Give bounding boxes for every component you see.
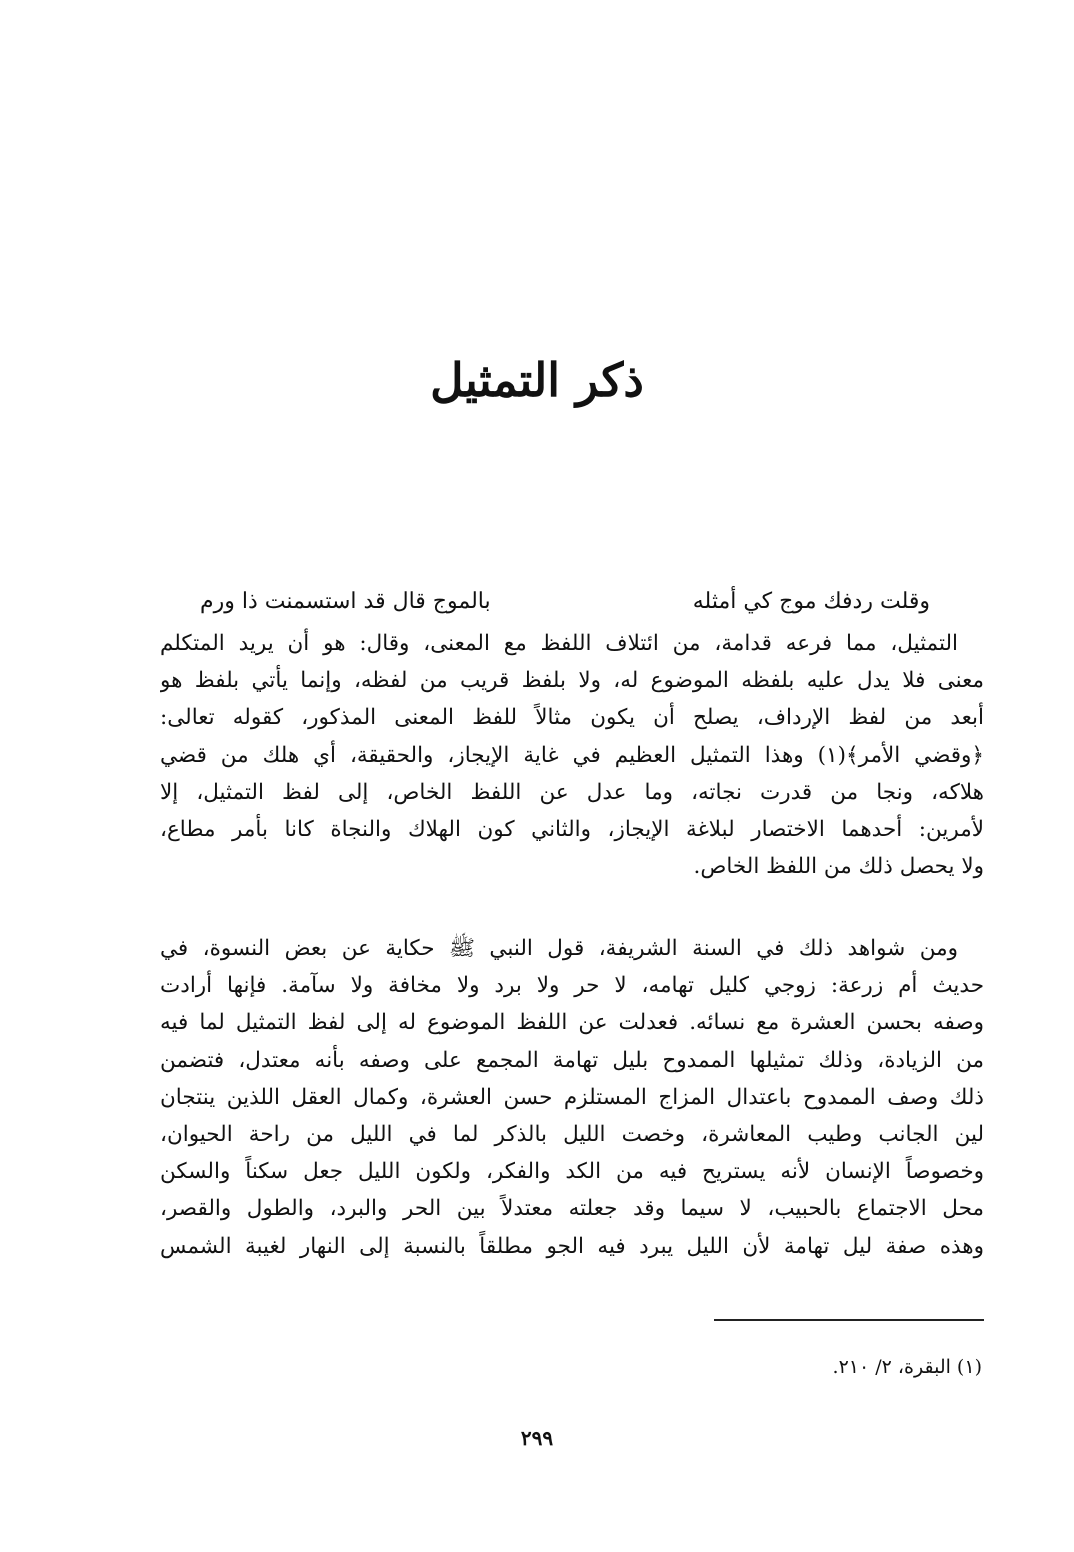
text-line: وهذه صفة ليل تهامة لأن الليل يبرد فيه الجو مطلقاً بالنسبة إلى النهار لغيبة الشمس [160,1233,984,1259]
verse-second-hemistich: بالموج قال قد استسمنت ذا ورم [200,589,491,614]
poetry-verse [200,582,930,622]
footnote-separator [714,1319,984,1321]
verse-first-hemistich: وقلت ردفك موج كي أمثله [692,589,930,614]
paragraph-tamthil-definition [160,625,984,885]
text-line: حديث أم زرعة: زوجي كليل تهامه، لا حر ولا برد ولا مخافة ولا سآمة. فإنها أرادت [160,973,984,999]
text-line: محل الاجتماع بالحبيب، لا سيما وقد جعلته معتدلاً بين الحر والبرد، والطول والقصر، [160,1196,984,1222]
text-line: ذلك وصف الممدوح باعتدال المزاج المستلزم حسن العشرة، وكمال العقل اللذين ينتجان [160,1084,984,1110]
text-line: أبعد من لفظ الإرداف، يصلح أن يكون مثالاً للفظ المعنى المذكور، كقوله تعالى: [160,705,984,731]
text-line: هلاكه، ونجا من قدرت نجاته، وما عدل عن اللفظ الخاص، إلى لفظ التمثيل، إلا [160,779,984,805]
page-number: ٢٩٩ [520,1426,554,1450]
text-line: التمثيل، مما فرعه قدامة، من ائتلاف اللفظ مع المعنى، وقال: هو أن يريد المتكلم [160,631,958,656]
text-line: من الزيادة، وذلك تمثيلها الممدوح بليل تهامة المجمع على وصفه بأنه معتدل، فتضمن [160,1047,984,1073]
paragraph-sunnah-examples [160,930,984,1265]
text-line: لأمرين: أحدهما الاختصار لبلاغة الإيجاز، والثاني كون الهلاك والنجاة كانا بأمر مطاع، [160,816,984,842]
text-line: ولا يحصل ذلك من اللفظ الخاص. [693,854,984,880]
footnote: (١) البقرة، ٢/ ٢١٠. [832,1356,982,1378]
text-line: وخصوصاً الإنسان لأنه يستريح فيه من الكد والفكر، ولكون الليل جعل سكناً والسكن [160,1159,984,1185]
text-line: وصفه بحسن العشرة مع نسائه. فعدلت عن اللفظ الموضوع له إلى لفظ التمثيل لما فيه [160,1010,984,1036]
text-line: ﴿وقضي الأمر﴾(١) وهذا التمثيل العظيم في غاية الإيجاز، والحقيقة، أي هلك من قضي [160,742,984,768]
text-line: لين الجانب وطيب المعاشرة، وخصت الليل بالذكر لما في الليل من راحة الحيوان، [160,1121,984,1147]
section-title: ذكر التمثيل [430,353,644,407]
text-line: معنى فلا يدل عليه بلفظه الموضوع له، ولا بلفظ قريب من لفظه، وإنما يأتي بلفظ هو [160,668,984,694]
text-line: ومن شواهد ذلك في السنة الشريفة، قول النبي ﷺ حكاية عن بعض النسوة، في [160,936,958,961]
